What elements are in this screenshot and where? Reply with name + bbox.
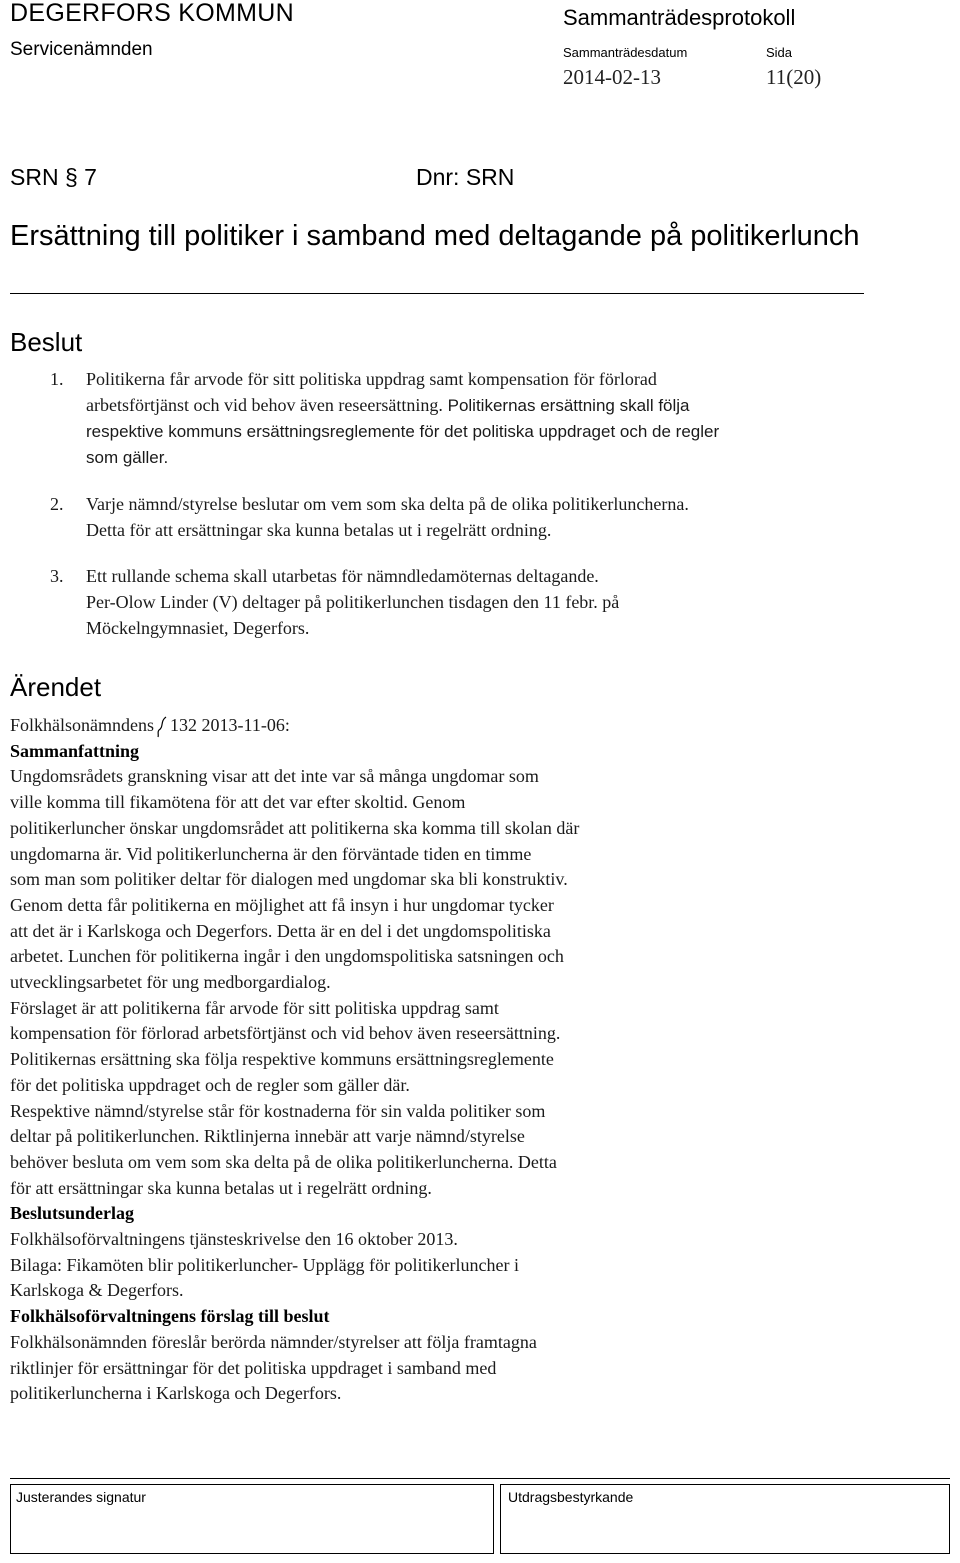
title-divider (10, 293, 864, 294)
text-line: riktlinjer för ersättningar för det politiska uppdraget i samband med (10, 1357, 497, 1378)
summary-heading: Sammanfattning (10, 740, 140, 761)
protocol-title: Sammanträdesprotokoll (563, 5, 796, 30)
text-line: deltar på politikerlunchen. Riktlinjerna innebär att varje nämnd/styrelse (10, 1126, 525, 1147)
case-number: SRN § 7 (10, 164, 97, 190)
text-line: Respektive nämnd/styrelse står för kostnaderna för sin valda politiker som (10, 1100, 546, 1121)
decision-heading: Beslut (10, 327, 83, 357)
decision-item-text: Politikernas ersättning skall följa (442, 396, 690, 415)
decision-item-number: 3. (50, 566, 64, 586)
errand-reference-suffix: 132 2013-11-06: (170, 715, 290, 735)
signature-label: Justerandes signatur (16, 1489, 146, 1505)
text-line: Folkhälsonämnden föreslår berörda nämnder/styrelser att följa framtagna (10, 1331, 537, 1352)
decision-item-1 (50, 366, 850, 471)
meeting-date-label: Sammanträdesdatum (563, 45, 688, 60)
text-line: Karlskoga & Degerfors. (10, 1280, 184, 1301)
meeting-date-value: 2014-02-13 (563, 65, 661, 89)
text-line: politikerluncherna i Karlskoga och Degerfors. (10, 1383, 342, 1404)
summary-text (10, 764, 870, 1201)
text-line: politikerluncher önskar ungdomsrådet att politikerna ska komma till skolan där (10, 817, 580, 838)
text-line: som man som politiker deltar för dialogen med ungdomar ska bli konstruktiv. (10, 869, 568, 890)
section-sign-icon (156, 716, 168, 738)
decision-item-text: arbetsförtjänst och vid behov även reseersättning. (86, 395, 443, 415)
page-number-value: 11(20) (766, 65, 822, 89)
decision-item-line: Detta för att ersättningar ska kunna betalas ut i regelrätt ordning. (86, 520, 552, 540)
errand-reference-prefix: Folkhälsonämndens (10, 715, 154, 735)
decision-item-number: 2. (50, 494, 64, 514)
page-label: Sida (766, 45, 793, 60)
decision-item-line: Politikerna får arvode för sitt politiska uppdrag samt kompensation för förlorad (86, 369, 657, 389)
case-title: Ersättning till politiker i samband med deltagande på politikerlunch (10, 220, 860, 252)
text-line: för att ersättningar ska kunna betalas ut i regelrätt ordning. (10, 1177, 432, 1198)
errand-heading: Ärendet (10, 672, 102, 702)
decision-list (50, 366, 850, 661)
text-line: ville komma till fikamötena för att det var efter skoltid. Genom (10, 792, 466, 813)
proposal-text (10, 1330, 870, 1407)
text-line: Politikernas ersättning ska följa respektive kommuns ersättningsreglemente (10, 1049, 554, 1070)
text-line: att det är i Karlskoga och Degerfors. Detta är en del i det ungdomspolitiska (10, 920, 551, 941)
diary-number: Dnr: SRN (416, 164, 515, 190)
extract-certification-label: Utdragsbestyrkande (508, 1489, 634, 1505)
text-line: kompensation för förlorad arbetsförtjänst och vid behov även reseersättning. (10, 1023, 561, 1044)
decision-item-line: Per-Olow Linder (V) deltager på politikerlunchen tisdagen den 11 febr. på (86, 592, 620, 612)
decision-item-line: respektive kommuns ersättningsreglemente för det politiska uppdraget och de regler (86, 422, 720, 441)
proposal-heading: Folkhälsoförvaltningens förslag till beslut (10, 1306, 330, 1327)
basis-text (10, 1227, 870, 1304)
footer-divider (10, 1478, 950, 1479)
errand-body (10, 713, 870, 1407)
text-line: ungdomarna är. Vid politikerluncherna är den förväntade tiden en timme (10, 843, 532, 864)
decision-item-2 (50, 491, 850, 543)
text-line: arbetet. Lunchen för politikerna ingår i den ungdomspolitiska satsningen och (10, 946, 564, 967)
decision-item-number: 1. (50, 369, 64, 389)
decision-item-line: Möckelngymnasiet, Degerfors. (86, 618, 310, 638)
decision-item-line: Varje nämnd/styrelse beslutar om vem som ska delta på de olika politikerluncherna. (86, 494, 689, 514)
errand-reference (10, 713, 870, 739)
text-line: utvecklingsarbetet för ung medborgardialog. (10, 972, 331, 993)
basis-heading: Beslutsunderlag (10, 1203, 135, 1224)
committee-name: Servicenämnden (10, 39, 153, 60)
text-line: behöver besluta om vem som ska delta på de olika politikerluncherna. Detta (10, 1151, 557, 1172)
decision-item-line (86, 392, 850, 419)
text-line: Bilaga: Fikamöten blir politikerluncher- Upplägg för politikerluncher i (10, 1254, 520, 1275)
text-line: för det politiska uppdraget och de regler som gäller där. (10, 1074, 410, 1095)
decision-item-line: Ett rullande schema skall utarbetas för nämndledamöternas deltagande. (86, 566, 599, 586)
text-line: Folkhälsoförvaltningens tjänsteskrivelse den 16 oktober 2013. (10, 1229, 458, 1250)
decision-item-line: som gäller. (86, 448, 169, 467)
text-line: Förslaget är att politikerna får arvode för sitt politiska uppdrag samt (10, 997, 499, 1018)
text-line: Genom detta får politikerna en möjlighet att få insyn i hur ungdomar tycker (10, 894, 554, 915)
organization-name: DEGERFORS KOMMUN (10, 0, 294, 27)
text-line: Ungdomsrådets granskning visar att det inte var så många ungdomar som (10, 766, 539, 787)
decision-item-3 (50, 563, 850, 641)
